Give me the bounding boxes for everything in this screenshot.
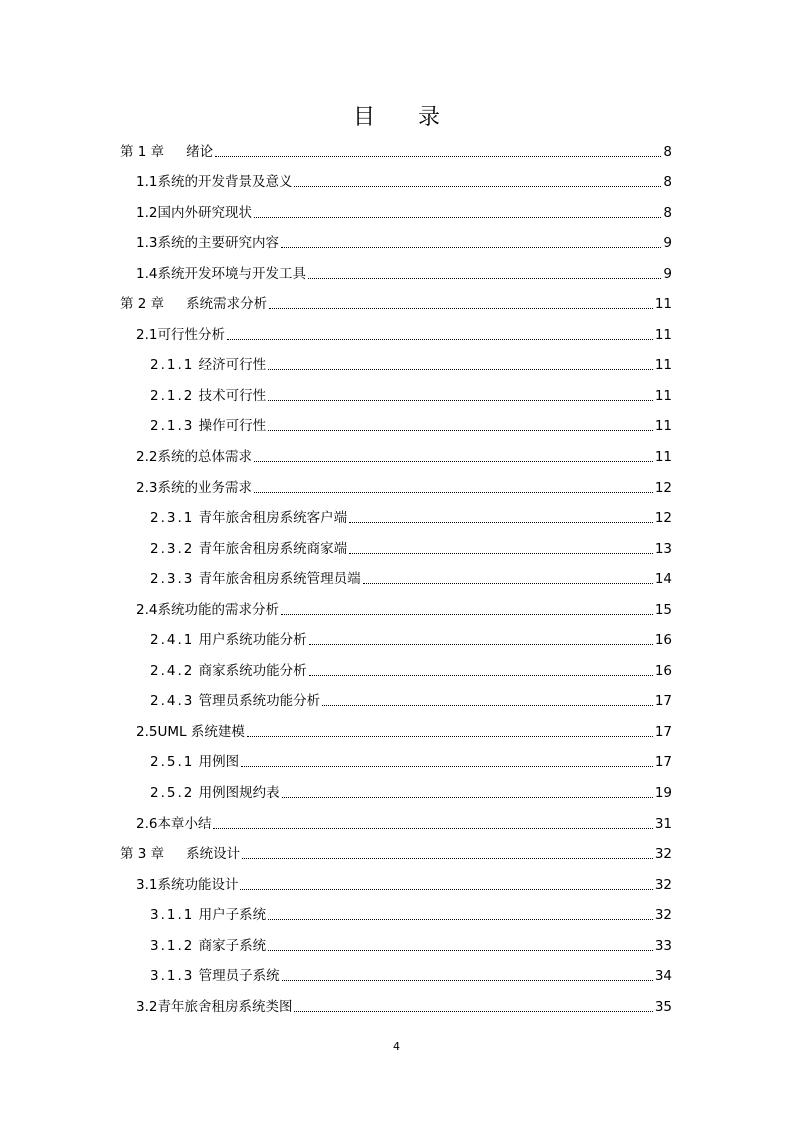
toc-leader-dots — [227, 339, 653, 340]
toc-entry[interactable] — [120, 167, 672, 198]
toc-entry-text: 青年旅舍租房系统商家端 — [198, 540, 348, 557]
toc-entry-page: 14 — [654, 571, 672, 588]
toc-entry-number: 2.5.2 — [150, 785, 195, 802]
toc-entry[interactable] — [120, 991, 672, 1022]
toc-entry-text: 本章小结 — [157, 815, 212, 832]
toc-entry-title — [136, 479, 252, 503]
toc-entry[interactable] — [120, 808, 672, 839]
toc-entry-text: 青年旅舍租房系统类图 — [157, 998, 293, 1015]
toc-entry[interactable] — [120, 594, 672, 625]
toc-leader-dots — [282, 980, 653, 981]
toc-leader-dots — [282, 797, 653, 798]
toc-leader-dots — [242, 858, 653, 859]
toc-leader-dots — [281, 614, 653, 615]
toc-leader-dots — [215, 156, 661, 157]
toc-entry-page: 11 — [654, 418, 672, 435]
toc-entry-number: 2.4.2 — [150, 662, 195, 679]
toc-entry-text: 系统需求分析 — [186, 296, 268, 313]
toc-entry-page: 17 — [654, 723, 672, 740]
toc-entry[interactable] — [120, 441, 672, 472]
toc-entry-number: 2.3 — [136, 479, 158, 496]
toc-entry[interactable] — [120, 319, 672, 350]
toc-entry[interactable] — [120, 961, 672, 992]
toc-entry-title — [150, 540, 347, 564]
toc-entry-title — [136, 876, 238, 900]
toc-entry-title — [150, 631, 307, 655]
toc-entry-number: 1.3 — [136, 235, 158, 252]
toc-entry-text: 绪论 — [186, 143, 214, 160]
toc-entry-page: 32 — [654, 907, 672, 924]
toc-entry-page: 19 — [654, 785, 672, 802]
toc-entry-number: 1.1 — [136, 174, 158, 191]
toc-entry-page: 11 — [654, 387, 672, 404]
toc-leader-dots — [268, 369, 653, 370]
toc-entry-title — [120, 143, 213, 167]
toc-entry-text: 经济可行性 — [198, 357, 267, 374]
toc-entry-page: 13 — [654, 540, 672, 557]
toc-entry-page: 16 — [654, 662, 672, 679]
toc-entry[interactable] — [120, 533, 672, 564]
toc-entry-number: 2.4.3 — [150, 693, 195, 710]
toc-entry[interactable] — [120, 258, 672, 289]
toc-leader-dots — [281, 247, 661, 248]
toc-entry-page: 8 — [663, 204, 672, 221]
toc-entry-page: 9 — [663, 265, 672, 282]
toc-entry-text: 青年旅舍租房系统管理员端 — [198, 571, 361, 588]
toc-entry-text: 国内外研究现状 — [157, 204, 252, 221]
toc-entry-page: 32 — [654, 876, 672, 893]
toc-entry-title — [136, 173, 292, 197]
toc-entry-title — [150, 692, 320, 716]
table-of-contents — [120, 136, 672, 1022]
toc-entry[interactable] — [120, 655, 672, 686]
toc-entry[interactable] — [120, 869, 672, 900]
toc-leader-dots — [254, 461, 653, 462]
toc-entry-text: 系统的业务需求 — [157, 479, 252, 496]
toc-entry-title — [150, 509, 347, 533]
toc-entry-text: 系统的开发背景及意义 — [157, 174, 293, 191]
toc-entry-page: 33 — [654, 937, 672, 954]
toc-entry-page: 15 — [654, 601, 672, 618]
toc-entry-number: 3.2 — [136, 998, 158, 1015]
toc-entry-text: 系统的总体需求 — [157, 449, 252, 466]
toc-entry-title — [150, 662, 307, 686]
toc-entry-page: 12 — [654, 510, 672, 527]
toc-entry-text: 可行性分析 — [157, 326, 225, 343]
toc-entry-page: 17 — [654, 693, 672, 710]
toc-entry-number: 2.3.3 — [150, 571, 195, 588]
toc-entry-page: 35 — [654, 998, 672, 1015]
toc-entry[interactable] — [120, 747, 672, 778]
toc-entry-text: 用例图 — [198, 754, 240, 771]
toc-entry-title — [150, 570, 361, 594]
toc-entry[interactable] — [120, 900, 672, 931]
toc-leader-dots — [309, 644, 653, 645]
toc-entry-title — [136, 326, 225, 350]
toc-leader-dots — [294, 1011, 652, 1012]
toc-entry-text: 系统功能的需求分析 — [157, 601, 279, 618]
toc-leader-dots — [268, 919, 653, 920]
toc-entry-number: 2.4 — [136, 601, 158, 618]
toc-entry-title — [136, 601, 279, 625]
toc-entry-title — [136, 723, 245, 747]
toc-entry[interactable] — [120, 350, 672, 381]
toc-entry-number: 2.3.1 — [150, 510, 195, 527]
toc-entry-title — [120, 295, 267, 319]
toc-entry-title — [136, 234, 279, 258]
toc-entry-text: 技术可行性 — [198, 387, 267, 404]
toc-entry[interactable] — [120, 930, 672, 961]
toc-entry[interactable] — [120, 686, 672, 717]
toc-entry-number: 2.1 — [136, 326, 158, 343]
toc-entry-page: 11 — [654, 357, 672, 374]
toc-entry-page: 12 — [654, 479, 672, 496]
toc-leader-dots — [247, 736, 653, 737]
toc-entry[interactable] — [120, 136, 672, 167]
toc-entry-number: 2.5.1 — [150, 754, 195, 771]
toc-entry-text: 商家系统功能分析 — [198, 662, 307, 679]
toc-leader-dots — [269, 308, 653, 309]
toc-entry-page: 11 — [654, 296, 672, 313]
toc-entry[interactable] — [120, 839, 672, 870]
toc-entry-page: 8 — [663, 174, 672, 191]
toc-entry-title — [136, 448, 252, 472]
toc-entry-number: 3.1.3 — [150, 968, 195, 985]
toc-entry-text: 系统的主要研究内容 — [157, 235, 279, 252]
toc-entry-page: 34 — [654, 968, 672, 985]
toc-entry-title — [150, 967, 280, 991]
toc-entry[interactable] — [120, 228, 672, 259]
toc-entry-number: 2.2 — [136, 449, 158, 466]
toc-leader-dots — [254, 492, 653, 493]
toc-title: 目 录 — [353, 105, 458, 130]
toc-entry[interactable] — [120, 564, 672, 595]
toc-entry-number: 1.2 — [136, 204, 158, 221]
toc-entry-title — [136, 815, 211, 839]
toc-entry[interactable] — [120, 472, 672, 503]
toc-entry-number: 2.1.1 — [150, 357, 195, 374]
toc-entry-page: 31 — [654, 815, 672, 832]
toc-leader-dots — [240, 889, 652, 890]
toc-entry-text: 系统建模 — [190, 723, 245, 740]
toc-entry-title — [150, 906, 266, 930]
toc-leader-dots — [213, 828, 652, 829]
toc-leader-dots — [308, 278, 661, 279]
toc-entry-number: 第 1 章 — [120, 143, 165, 160]
toc-entry-text: 系统设计 — [186, 846, 241, 863]
toc-leader-dots — [268, 400, 653, 401]
toc-leader-dots — [349, 522, 653, 523]
toc-entry-page: 32 — [654, 846, 672, 863]
toc-leader-dots — [268, 430, 653, 431]
toc-leader-dots — [294, 186, 661, 187]
toc-entry-number: 2.6 — [136, 815, 158, 832]
toc-leader-dots — [349, 553, 653, 554]
toc-leader-dots — [254, 217, 661, 218]
toc-entry-number: 3.1.1 — [150, 907, 195, 924]
toc-entry-page: 16 — [654, 632, 672, 649]
toc-entry-number: 3.1 — [136, 876, 158, 893]
toc-entry-number: 第 3 章 — [120, 846, 165, 863]
toc-leader-dots — [241, 766, 653, 767]
toc-entry-title — [136, 265, 306, 289]
toc-leader-dots — [322, 705, 653, 706]
toc-entry-text: 系统功能设计 — [157, 876, 239, 893]
toc-entry-title — [150, 387, 266, 411]
toc-entry-title — [150, 937, 266, 961]
toc-entry-title — [150, 356, 266, 380]
toc-entry-number: 1.4 — [136, 265, 158, 282]
toc-entry-text: 用例图规约表 — [198, 785, 280, 802]
toc-entry-number: 2.4.1 — [150, 632, 195, 649]
toc-entry-page: 8 — [663, 143, 672, 160]
toc-entry[interactable] — [120, 197, 672, 228]
toc-entry-page: 11 — [654, 449, 672, 466]
toc-entry-text: 操作可行性 — [198, 418, 267, 435]
toc-entry-title — [136, 204, 252, 228]
toc-entry-text: 用户子系统 — [198, 907, 267, 924]
toc-entry[interactable] — [120, 777, 672, 808]
toc-entry-text: 商家子系统 — [198, 937, 267, 954]
toc-leader-dots — [268, 950, 653, 951]
toc-entry-number: 2.3.2 — [150, 540, 195, 557]
toc-entry-title — [136, 998, 292, 1022]
toc-entry-text: 管理员子系统 — [198, 968, 280, 985]
toc-entry-number: 第 2 章 — [120, 296, 165, 313]
toc-entry-text: 管理员系统功能分析 — [198, 693, 321, 710]
toc-entry-page: 17 — [654, 754, 672, 771]
toc-leader-dots — [309, 675, 653, 676]
page-number: 4 — [393, 1040, 400, 1053]
toc-entry[interactable] — [120, 716, 672, 747]
toc-entry-number: 3.1.2 — [150, 937, 195, 954]
toc-entry-page: 11 — [654, 326, 672, 343]
toc-entry[interactable] — [120, 411, 672, 442]
toc-entry-title — [150, 417, 266, 441]
toc-entry[interactable] — [120, 380, 672, 411]
toc-entry[interactable] — [120, 289, 672, 320]
toc-entry-text: 青年旅舍租房系统客户端 — [198, 510, 348, 527]
toc-entry-title — [150, 753, 239, 777]
toc-entry-text: 系统开发环境与开发工具 — [157, 265, 306, 282]
toc-entry-page: 9 — [663, 235, 672, 252]
toc-entry[interactable] — [120, 503, 672, 534]
toc-leader-dots — [363, 583, 653, 584]
toc-entry-number: 2.5UML — [136, 723, 187, 740]
toc-entry-number: 2.1.2 — [150, 387, 195, 404]
toc-entry-number: 2.1.3 — [150, 418, 195, 435]
toc-entry-title — [120, 845, 240, 869]
toc-entry[interactable] — [120, 625, 672, 656]
toc-entry-title — [150, 784, 280, 808]
toc-entry-text: 用户系统功能分析 — [198, 632, 307, 649]
